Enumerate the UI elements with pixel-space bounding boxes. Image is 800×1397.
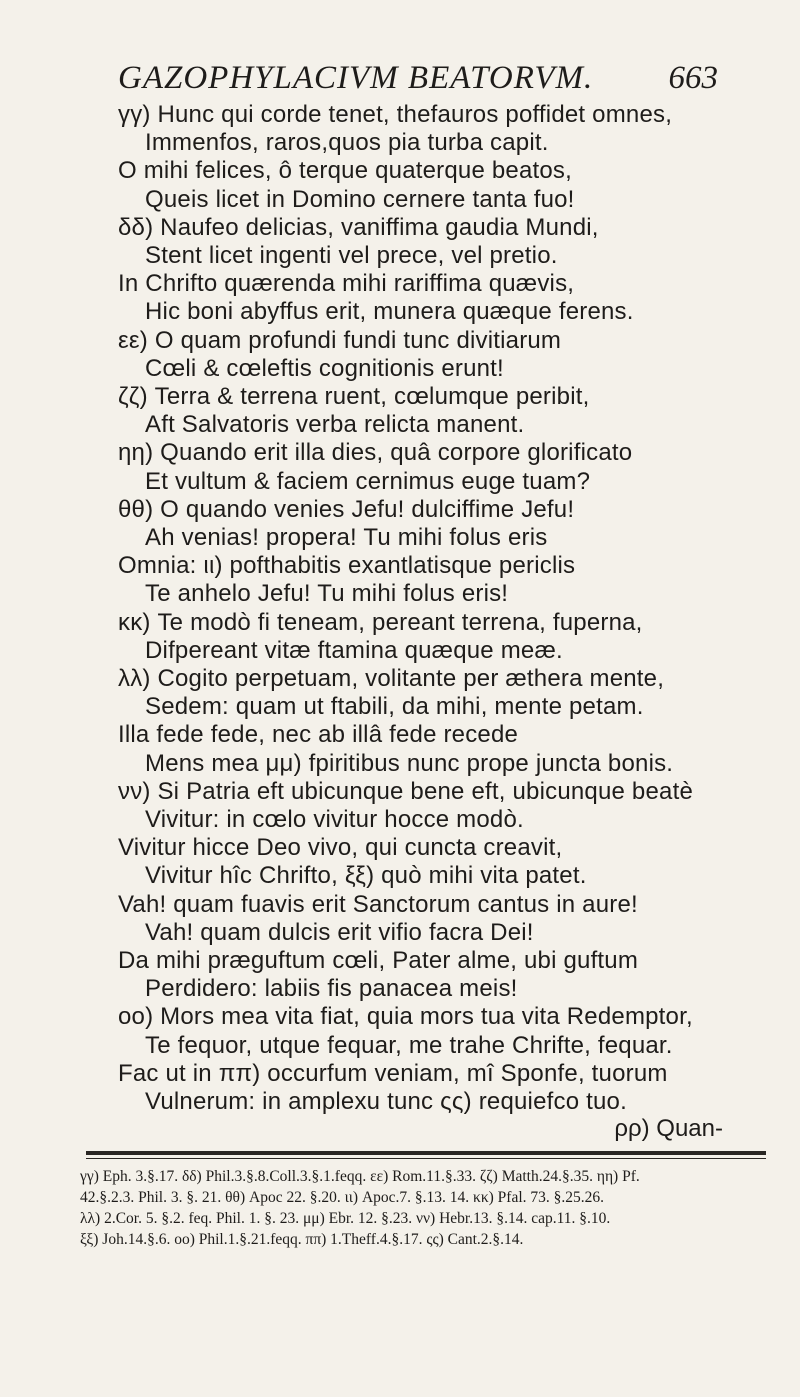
verse-line: Vah! quam fuavis erit Sanctorum cantus in aure! bbox=[118, 890, 638, 918]
page-number: 663 bbox=[668, 60, 718, 96]
catchword: ρρ) Quan- bbox=[614, 1115, 723, 1143]
verse-line: In Chrifto quærenda mihi rariffima quævis, bbox=[118, 270, 575, 298]
verse-line: Difpereant vitæ ftamina quæque meæ. bbox=[145, 636, 563, 664]
verse-line: Da mihi præguftum cœli, Pater alme, ubi guftum bbox=[118, 947, 639, 974]
footnote-rule bbox=[86, 1151, 766, 1155]
verse-line: Vivitur hicce Deo vivo, qui cuncta creavit, bbox=[118, 834, 563, 862]
verse-line: Immenfos, raros,quos pia turba capit. bbox=[145, 129, 549, 157]
verse-line: κκ) Te modò fi teneam, pereant terrena, fuperna, bbox=[118, 608, 643, 636]
footnote-line: γγ) Eph. 3.§.17. δδ) Phil.3.§.8.Coll.3.§.1.feqq. εε) Rom.11.§.33. ζζ) Matth.24.§.35. ηη) Pf. bbox=[80, 1168, 640, 1186]
verse-line: Stent licet ingenti vel prece, vel pretio. bbox=[145, 242, 558, 269]
verse-line: Omnia: ιι) pofthabitis exantlatisque periclis bbox=[118, 552, 576, 580]
verse-line: Vulnerum: in amplexu tunc ςς) requiefco tuo. bbox=[145, 1088, 627, 1115]
verse-line: ζζ) Terra & terrena ruent, cœlumque peribit, bbox=[118, 383, 590, 410]
verse-line: Et vultum & faciem cernimus euge tuam? bbox=[145, 467, 591, 495]
footnote-line: 42.§.2.3. Phil. 3. §. 21. θθ) Apoc 22. §.20. ιι) Apoc.7. §.13. 14. κκ) Pfal. 73. §.25.26. bbox=[80, 1189, 605, 1207]
verse-line: Aft Salvatoris verba relicta manent. bbox=[145, 411, 525, 439]
verse-line: νν) Si Patria eft ubicunque bene eft, ubicunque beatè bbox=[118, 777, 693, 805]
verse-line: δδ) Naufeo delicias, vaniffima gaudia Mundi, bbox=[118, 213, 599, 241]
verse-line: Hic boni abyffus erit, munera quæque ferens. bbox=[145, 298, 634, 326]
verse-line: Vivitur: in cœlo vivitur hocce modò. bbox=[145, 806, 524, 833]
verse-line: Perdidero: labiis fis panacea meis! bbox=[145, 975, 518, 1003]
verse-line: Te anhelo Jefu! Tu mihi folus eris! bbox=[145, 580, 509, 608]
verse-line: ηη) Quando erit illa dies, quâ corpore glorificato bbox=[118, 439, 633, 467]
page-header bbox=[118, 60, 718, 100]
verse-line: οο) Mors mea vita fiat, quia mors tua vita Redemptor, bbox=[118, 1003, 693, 1031]
verse-line: Ah venias! propera! Tu mihi folus eris bbox=[145, 524, 548, 551]
verse-line: θθ) O quando venies Jefu! dulciffime Jefu! bbox=[118, 495, 575, 523]
verse-line: Vivitur hîc Chrifto, ξξ) quò mihi vita patet. bbox=[145, 862, 587, 890]
footnote-line: λλ) 2.Cor. 5. §.2. feq. Phil. 1. §. 23. μμ) Ebr. 12. §.23. νν) Hebr.13. §.14. cap.11. §.10. bbox=[80, 1210, 611, 1228]
verse-line: Sedem: quam ut ftabili, da mihi, mente petam. bbox=[145, 693, 644, 721]
footnote-rule-thin bbox=[86, 1158, 766, 1159]
verse-line: Fac ut in ππ) occurfum veniam, mî Sponfe, tuorum bbox=[118, 1059, 668, 1087]
footnote-line: ξξ) Joh.14.§.6. οο) Phil.1.§.21.feqq. ππ) 1.Theff.4.§.17. ςς) Cant.2.§.14. bbox=[80, 1231, 524, 1249]
verse-line: Vah! quam dulcis erit vifio facra Dei! bbox=[145, 918, 534, 946]
verse-line: Mens mea μμ) fpiritibus nunc prope juncta bonis. bbox=[145, 749, 674, 777]
verse-line: Cœli & cœleftis cognitionis erunt! bbox=[145, 354, 504, 382]
verse-line: Queis licet in Domino cernere tanta fuo! bbox=[145, 185, 575, 213]
verse-line: Illa fede fede, nec ab illâ fede recede bbox=[118, 721, 519, 749]
verse-line: λλ) Cogito perpetuam, volitante per æthera mente, bbox=[118, 665, 665, 692]
running-title: GAZOPHYLACIVM BEATORVM. bbox=[118, 60, 594, 96]
verse-line: Te fequor, utque fequar, me trahe Chrifte, fequar. bbox=[145, 1031, 673, 1059]
verse-line: εε) O quam profundi fundi tunc divitiarum bbox=[118, 326, 562, 354]
verse-line: γγ) Hunc qui corde tenet, thefauros poffidet omnes, bbox=[118, 101, 673, 128]
verse-line: O mihi felices, ô terque quaterque beatos, bbox=[118, 157, 572, 185]
